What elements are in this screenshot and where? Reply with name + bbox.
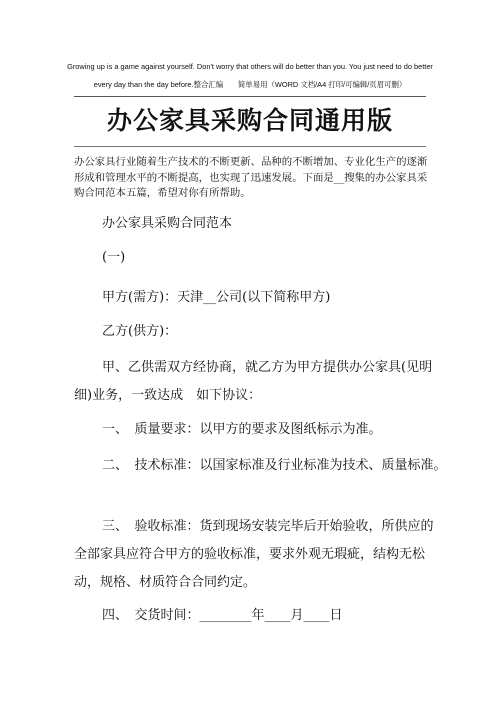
intro-paragraph: 办公家具行业随着生产技术的不断更新、品种的不断增加、专业化生产的逐渐形成和管理水平的不断提高，也实现了迅速发展。下面是__搜集的办公家具采购合同范本五篇，希望对你有所帮助。: [74, 156, 428, 199]
title-divider: [74, 146, 426, 147]
header-line-1: Growing up is a game against yourself. Don't worry that others will do better than you. You just need to do better: [67, 62, 433, 71]
clause-acceptance: 三、 验收标准：货到现场安装完毕后开始验收，所供应的全部家具应符合甲方的验收标准，要求外观无瑕疵，结构无松动，规格、材质符合合同约定。: [74, 519, 434, 590]
clause-delivery-time: 四、 交货时间：________年____月____日: [102, 608, 343, 623]
section-number: (一): [102, 250, 126, 265]
clause-technical: 二、 技术标准：以国家标准及行业标准为技术、质量标准。: [102, 458, 447, 473]
document-title: 办公家具采购合同通用版: [106, 106, 393, 135]
clause-quality: 一、 质量要求：以甲方的要求及图纸标示为准。: [102, 422, 382, 437]
header-line-2: every day than the day before.整合汇编 简单易用（WORD 文档/A4 打印/可编辑/页眉可删）: [93, 80, 407, 89]
party-b-line: 乙方(供方)：: [102, 324, 178, 339]
agreement-paragraph: 甲、乙供需双方经协商，就乙方为甲方提供办公家具(见明细)业务，一致达成 如下协议：: [74, 360, 433, 403]
contract-subtitle: 办公家具采购合同范本: [102, 216, 233, 231]
page-header: [40, 58, 460, 94]
party-a-line: 甲方(需方)：天津__公司(以下简称甲方): [102, 290, 331, 305]
header-divider: [74, 96, 426, 97]
